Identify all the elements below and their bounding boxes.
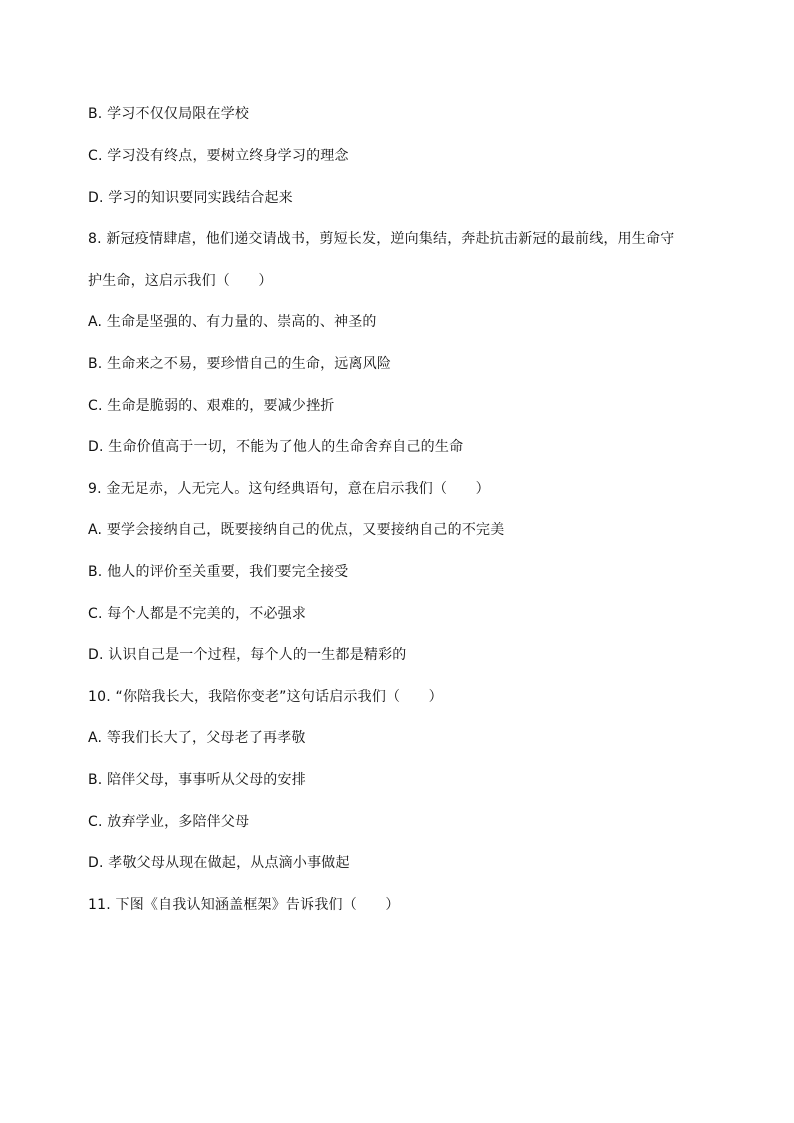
q10-stem: 10. “你陪我长大，我陪你变老”这句话启示我们（ ） [88, 689, 443, 705]
q9-option-d: D. 认识自己是一个过程，每个人的一生都是精彩的 [88, 647, 407, 663]
q8-stem-line-2: 护生命，这启示我们（ ） [88, 273, 273, 289]
q8-option-b: B. 生命来之不易，要珍惜自己的生命，远离风险 [88, 356, 392, 372]
q8-stem-line-1: 8. 新冠疫情肆虐，他们递交请战书，剪短长发，逆向集结，奔赴抗击新冠的最前线，用生命守 [88, 231, 675, 247]
q7-option-c: C. 学习没有终点，要树立终身学习的理念 [88, 148, 349, 164]
q10-option-a: A. 等我们长大了，父母老了再孝敬 [88, 730, 306, 746]
q9-option-c: C. 每个人都是不完美的，不必强求 [88, 606, 307, 622]
q7-option-d: D. 学习的知识要同实践结合起来 [88, 190, 293, 206]
q10-option-b: B. 陪伴父母，事事听从父母的安排 [88, 772, 306, 788]
q9-stem: 9. 金无足赤，人无完人。这句经典语句，意在启示我们（ ） [88, 481, 490, 497]
q7-option-b: B. 学习不仅仅局限在学校 [88, 106, 250, 122]
q8-option-c: C. 生命是脆弱的、艰难的，要减少挫折 [88, 398, 335, 414]
q10-option-c: C. 放弃学业，多陪伴父母 [88, 814, 250, 830]
q10-option-d: D. 孝敬父母从现在做起，从点滴小事做起 [88, 855, 350, 871]
q9-option-a: A. 要学会接纳自己，既要接纳自己的优点，又要接纳自己的不完美 [88, 522, 505, 538]
q9-option-b: B. 他人的评价至关重要，我们要完全接受 [88, 564, 349, 580]
q8-option-a: A. 生命是坚强的、有力量的、崇高的、神圣的 [88, 314, 377, 330]
q11-stem: 11. 下图《自我认知涵盖框架》告诉我们（ ） [88, 897, 400, 913]
q8-option-d: D. 生命价值高于一切，不能为了他人的生命舍弃自己的生命 [88, 439, 464, 455]
